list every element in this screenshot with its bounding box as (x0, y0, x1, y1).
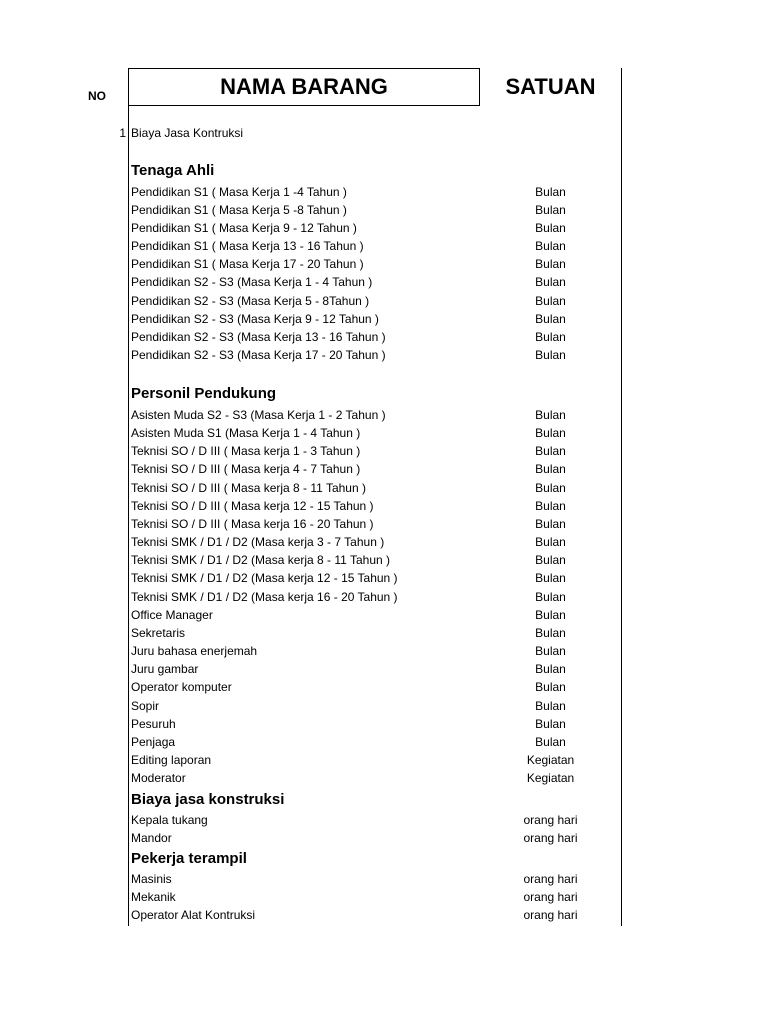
table-row (0, 588, 768, 606)
item-unit: Bulan (535, 535, 566, 549)
item-unit: Kegiatan (526, 771, 575, 785)
item-unit: Bulan (535, 680, 566, 694)
table-row (0, 273, 768, 291)
item-name: Operator komputer (131, 680, 232, 694)
column-header-nama-barang: NAMA BARANG (220, 74, 388, 99)
item-name: Moderator (131, 771, 186, 785)
table-row (0, 870, 768, 888)
item-unit: Bulan (535, 626, 566, 640)
item-name: Pendidikan S1 ( Masa Kerja 13 - 16 Tahun ) (131, 239, 364, 253)
item-unit: Bulan (535, 348, 566, 362)
item-name: Juru gambar (131, 662, 199, 676)
item-name: Asisten Muda S2 - S3 (Masa Kerja 1 - 2 Tahun ) (131, 408, 386, 422)
table-row (0, 551, 768, 569)
item-name: Teknisi SO / D III ( Masa kerja 12 - 15 Tahun ) (131, 499, 374, 513)
item-name: Pendidikan S2 - S3 (Masa Kerja 5 - 8Tahun ) (131, 294, 370, 308)
item-name: Pendidikan S2 - S3 (Masa Kerja 1 - 4 Tahun ) (131, 275, 373, 289)
table-row (0, 906, 768, 924)
table-row (0, 237, 768, 255)
section-heading: Pekerja terampil (131, 850, 247, 867)
table-row (0, 733, 768, 751)
header-bottom-border (128, 105, 480, 106)
item-name: Teknisi SO / D III ( Masa kerja 1 - 3 Tahun ) (131, 444, 361, 458)
item-name: Operator Alat Kontruksi (131, 908, 256, 922)
item-name: Editing laporan (131, 753, 212, 767)
section-heading: Tenaga Ahli (131, 162, 215, 179)
item-unit: Bulan (535, 517, 566, 531)
table-row (0, 479, 768, 497)
item-unit: orang hari (523, 831, 578, 845)
table-row (0, 346, 768, 364)
item-unit: Bulan (535, 699, 566, 713)
item-name: Teknisi SO / D III ( Masa kerja 16 - 20 Tahun ) (131, 517, 374, 531)
item-unit: orang hari (523, 890, 578, 904)
item-unit: Bulan (535, 717, 566, 731)
table-row (0, 769, 768, 787)
item-name: Teknisi SO / D III ( Masa kerja 4 - 7 Tahun ) (131, 462, 361, 476)
table-row (0, 124, 768, 142)
table-row (0, 497, 768, 515)
table-row (0, 406, 768, 424)
section-heading-row (0, 385, 768, 403)
table-row (0, 715, 768, 733)
item-unit: orang hari (523, 908, 578, 922)
table-row (0, 829, 768, 847)
item-unit: Bulan (535, 444, 566, 458)
section-heading: Biaya jasa konstruksi (131, 791, 285, 808)
item-name: Pendidikan S1 ( Masa Kerja 17 - 20 Tahun ) (131, 257, 364, 271)
table-row (0, 442, 768, 460)
table-row (0, 888, 768, 906)
item-unit: Bulan (535, 257, 566, 271)
table-row (0, 292, 768, 310)
item-name: Pendidikan S1 ( Masa Kerja 1 -4 Tahun ) (131, 185, 347, 199)
table-row (0, 255, 768, 273)
item-unit: Bulan (535, 426, 566, 440)
item-unit: orang hari (523, 813, 578, 827)
item-name: Pendidikan S2 - S3 (Masa Kerja 17 - 20 Tahun ) (131, 348, 386, 362)
item-unit: Bulan (535, 203, 566, 217)
item-name: Juru bahasa enerjemah (131, 644, 258, 658)
item-name: Asisten Muda S1 (Masa Kerja 1 - 4 Tahun ) (131, 426, 361, 440)
item-name: Penjaga (131, 735, 176, 749)
item-name: Teknisi SMK / D1 / D2 (Masa kerja 3 - 7 Tahun ) (131, 535, 385, 549)
item-name: Pesuruh (131, 717, 176, 731)
item-unit: Bulan (535, 662, 566, 676)
section-heading-row (0, 850, 768, 868)
section-heading-row (0, 162, 768, 180)
item-name: Pendidikan S1 ( Masa Kerja 5 -8 Tahun ) (131, 203, 347, 217)
item-name: Biaya Jasa Kontruksi (131, 126, 244, 140)
item-unit: Bulan (535, 590, 566, 604)
item-unit: Bulan (535, 275, 566, 289)
item-unit: Bulan (535, 481, 566, 495)
column-header-satuan: SATUAN (505, 74, 596, 99)
table-row (0, 201, 768, 219)
column-header-no: NO (88, 89, 106, 103)
header-top-border (128, 68, 480, 69)
item-unit: Bulan (535, 408, 566, 422)
item-name: Teknisi SO / D III ( Masa kerja 8 - 11 Tahun ) (131, 481, 366, 495)
section-heading: Personil Pendukung (131, 385, 277, 402)
item-name: Sopir (131, 699, 160, 713)
item-name: Kepala tukang (131, 813, 208, 827)
item-unit: Bulan (535, 571, 566, 585)
item-name: Pendidikan S1 ( Masa Kerja 9 - 12 Tahun ) (131, 221, 357, 235)
item-name: Mandor (131, 831, 172, 845)
item-unit: Bulan (535, 312, 566, 326)
table-row (0, 606, 768, 624)
item-name: Teknisi SMK / D1 / D2 (Masa kerja 12 - 15 Tahun ) (131, 571, 398, 585)
table-row (0, 751, 768, 769)
item-unit: Kegiatan (526, 753, 575, 767)
item-unit: Bulan (535, 330, 566, 344)
table-row (0, 697, 768, 715)
table-row (0, 310, 768, 328)
section-heading-row (0, 791, 768, 809)
item-name: Sekretaris (131, 626, 186, 640)
table-row (0, 183, 768, 201)
table-row (0, 624, 768, 642)
table-row (0, 811, 768, 829)
table-row (0, 533, 768, 551)
item-unit: Bulan (535, 499, 566, 513)
item-name: Pendidikan S2 - S3 (Masa Kerja 9 - 12 Tahun ) (131, 312, 379, 326)
item-unit: Bulan (535, 644, 566, 658)
item-name: Mekanik (131, 890, 176, 904)
table-row (0, 424, 768, 442)
item-name: Teknisi SMK / D1 / D2 (Masa kerja 8 - 11 Tahun ) (131, 553, 390, 567)
item-unit: Bulan (535, 221, 566, 235)
row-number: 1 (119, 126, 126, 140)
item-unit: Bulan (535, 608, 566, 622)
item-unit: Bulan (535, 239, 566, 253)
table-row (0, 660, 768, 678)
item-name: Teknisi SMK / D1 / D2 (Masa kerja 16 - 20 Tahun ) (131, 590, 398, 604)
table-row (0, 515, 768, 533)
table-row (0, 460, 768, 478)
table-row (0, 678, 768, 696)
table-row (0, 569, 768, 587)
item-unit: orang hari (523, 872, 578, 886)
item-unit: Bulan (535, 735, 566, 749)
table-row (0, 642, 768, 660)
item-unit: Bulan (535, 294, 566, 308)
item-name: Office Manager (131, 608, 213, 622)
item-name: Masinis (131, 872, 172, 886)
table-row (0, 219, 768, 237)
item-unit: Bulan (535, 553, 566, 567)
item-unit: Bulan (535, 185, 566, 199)
table-row (0, 328, 768, 346)
item-unit: Bulan (535, 462, 566, 476)
item-name: Pendidikan S2 - S3 (Masa Kerja 13 - 16 Tahun ) (131, 330, 386, 344)
